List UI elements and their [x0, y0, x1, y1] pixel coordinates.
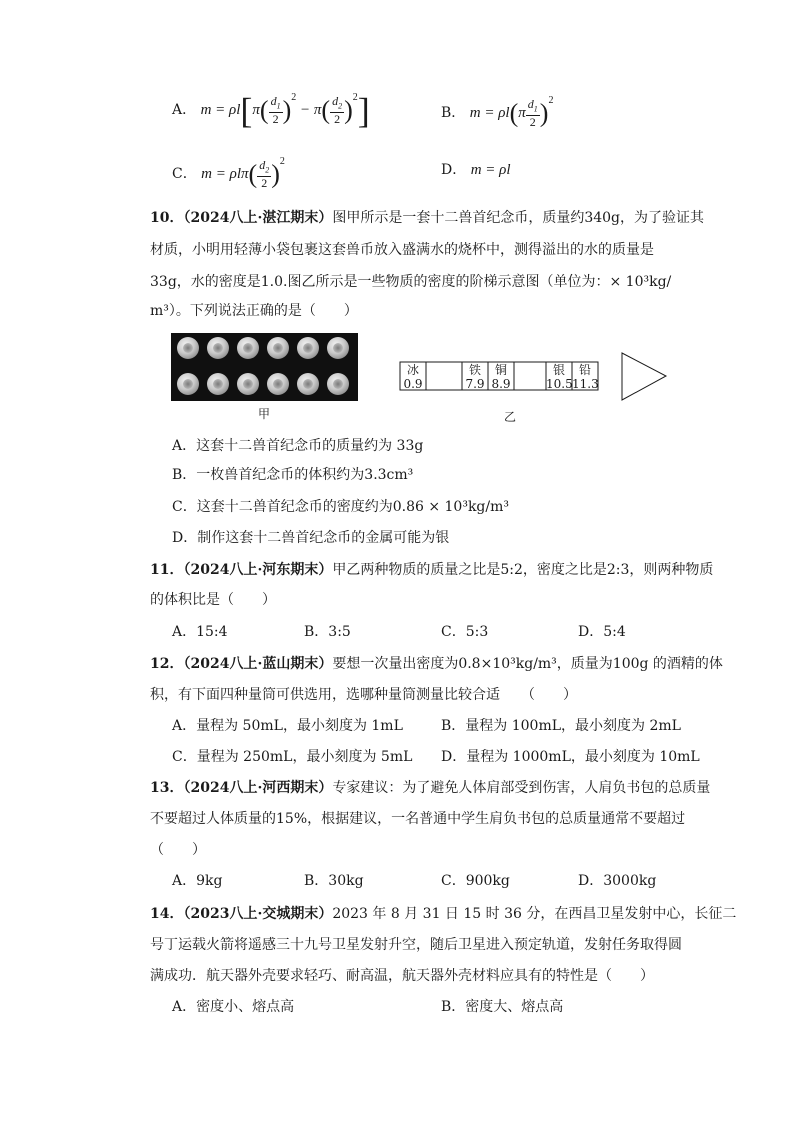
- q11-option-d: D．5:4: [578, 624, 626, 640]
- ladder-density-value: 11.3: [572, 377, 599, 391]
- q9-formula-d: m = ρl: [470, 162, 511, 178]
- q10-line2: 材质，小明用轻薄小袋包裹这套兽币放入盛满水的烧杯中，测得溢出的水的质量是: [150, 242, 654, 258]
- ladder-density-value: 7.9: [465, 377, 485, 391]
- ladder-cell: [514, 362, 546, 390]
- ladder-substance-name: 铜: [494, 363, 507, 377]
- q11-line1: 11．（2024八上·河东期末）甲乙两种物质的质量之比是5:2，密度之比是2:3，则两种物质: [150, 562, 714, 578]
- q9-formula-a: m = ρl[π( $\frac{d_1}{2}$ )$^2$ − π( $\frac{d_2}{2}$ )$^2$]: [200, 90, 370, 131]
- coin: [177, 337, 199, 359]
- ladder-substance-name: 铁: [468, 363, 481, 377]
- q10-line4: m³）。下列说法正确的是（ ）: [150, 303, 358, 319]
- q10-option-a: A．这套十二兽首纪念币的质量约为 33g: [172, 438, 424, 454]
- q9-option-d: D． m = ρl: [441, 162, 511, 178]
- q14-option-a: A．密度小、熔点高: [172, 999, 295, 1015]
- q12-line1: 12．（2024八上·蓝山期末）要想一次量出密度为0.8×10³kg/m³，质量为100g 的酒精的体: [150, 656, 723, 672]
- q10-option-b: B．一枚兽首纪念币的体积约为3.3cm³: [172, 467, 414, 483]
- q9-formula-c: m = ρlπ( $\frac{d_2}{2}$ )$^2$: [201, 156, 285, 191]
- q14-line1: 14．（2023八上·交城期末）2023 年 8 月 31 日 15 时 36 分，在西昌卫星发射中心，长征二: [150, 906, 737, 922]
- q11-option-a: A．15:4: [172, 624, 228, 640]
- ladder-cell: [426, 362, 462, 390]
- coin: [297, 373, 319, 395]
- q13-line2: 不要超过人体质量的15%，根据建议，一名普通中学生肩负书包的总质量通常不要超过: [150, 811, 686, 827]
- q12-line2: 积，有下面四种量筒可供选用，选哪种量筒测量比较合适 （ ）: [150, 687, 577, 703]
- q12-option-d: D．量程为 1000mL，最小刻度为 10mL: [441, 749, 700, 765]
- ladder-arrow: [622, 353, 666, 400]
- q12-option-b: B．量程为 100mL，最小刻度为 2mL: [441, 718, 681, 734]
- coin: [327, 373, 349, 395]
- coin: [297, 337, 319, 359]
- q12-option-a: A．量程为 50mL，最小刻度为 1mL: [172, 718, 403, 734]
- ladder-density-value: 10.5: [546, 377, 573, 391]
- q14-option-b: B．密度大、熔点高: [441, 999, 564, 1015]
- coin: [237, 337, 259, 359]
- q11-line2: 的体积比是（ ）: [150, 592, 276, 608]
- q13-option-d: D．3000kg: [578, 873, 657, 889]
- q9-option-a: A． m = ρl[π( $\frac{d_1}{2}$ )$^2$ − π( $\frac{d_2}{2}$ )$^2$]: [172, 90, 370, 131]
- ladder-substance-name: 冰: [406, 363, 419, 377]
- ladder-substance-name: 铅: [578, 363, 591, 377]
- coin: [207, 373, 229, 395]
- coin: [327, 337, 349, 359]
- q14-line2: 号丁运载火箭将遥感三十九号卫星发射升空，随后卫星进入预定轨道，发射任务取得圆: [150, 937, 682, 953]
- coin: [267, 337, 289, 359]
- density-ladder-diagram: [398, 350, 670, 406]
- q10-line3: 33g，水的密度是1.0.图乙所示是一些物质的密度的阶梯示意图（单位为：× 10³kg/: [150, 274, 672, 290]
- q10-line1: 10．（2024八上·湛江期末）图甲所示是一套十二兽首纪念币，质量约340g，为了验证其: [150, 210, 705, 226]
- q13-line3: （ ）: [150, 842, 206, 858]
- q9-formula-b: m = ρl(π $\frac{d_1}{2}$ )$^2$: [469, 95, 554, 130]
- q10-option-d: D．制作这套十二兽首纪念币的金属可能为银: [172, 530, 450, 546]
- q14-line3: 满成功．航天器外壳要求轻巧、耐高温，航天器外壳材料应具有的特性是（ ）: [150, 968, 654, 984]
- q12-option-c: C．量程为 250mL，最小刻度为 5mL: [172, 749, 413, 765]
- q9-option-c: C． m = ρlπ( $\frac{d_2}{2}$ )$^2$: [172, 156, 285, 191]
- q11-option-c: C．5:3: [441, 624, 489, 640]
- coin: [237, 373, 259, 395]
- zodiac-coins-photo: [171, 333, 358, 401]
- coin: [267, 373, 289, 395]
- q9-option-b: B． m = ρl(π $\frac{d_1}{2}$ )$^2$: [441, 95, 554, 130]
- ladder-density-value: 0.9: [403, 377, 423, 391]
- ladder-substance-name: 银: [552, 363, 565, 377]
- q10-option-c: C．这套十二兽首纪念币的密度约为0.86 × 10³kg/m³: [172, 499, 509, 515]
- q13-option-a: A．9kg: [172, 873, 223, 889]
- q13-option-b: B．30kg: [304, 873, 364, 889]
- q13-line1: 13．（2024八上·河西期末）专家建议：为了避免人体肩部受到伤害，人肩负书包的总质量: [150, 780, 711, 796]
- figure-label-jia: 甲: [258, 407, 271, 421]
- q11-option-b: B．3:5: [304, 624, 351, 640]
- ladder-density-value: 8.9: [491, 377, 511, 391]
- q13-option-c: C．900kg: [441, 873, 510, 889]
- figure-label-yi: 乙: [504, 410, 517, 424]
- coin: [177, 373, 199, 395]
- coin: [207, 337, 229, 359]
